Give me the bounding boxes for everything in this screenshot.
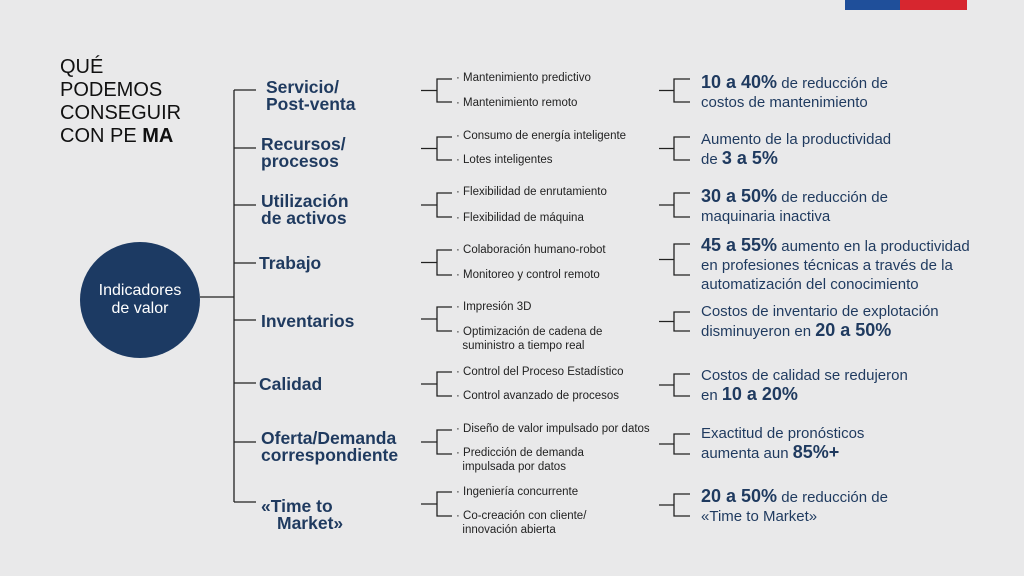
list-item: innovación abierta: [456, 524, 556, 536]
headline-last-bold: MA: [142, 125, 174, 147]
result-text: en profesiones técnicas a través de la: [701, 257, 953, 274]
result-text: de reducción de: [777, 75, 888, 92]
headline-line-1: QUÉ: [60, 56, 104, 78]
result-bracket: [659, 434, 690, 454]
result-oferta-demanda: [701, 424, 864, 463]
category-title-line-2: correspondiente: [261, 445, 399, 465]
result-highlight: 3 a 5%: [721, 148, 778, 168]
result-text: maquinaria inactiva: [701, 208, 831, 225]
list-item: · Flexibilidad de enrutamiento: [456, 186, 607, 198]
result-bracket: [659, 374, 690, 396]
result-bracket: [659, 79, 690, 102]
category-calidad: [259, 376, 322, 393]
category-utilizacion: [261, 193, 349, 227]
items-bracket: [421, 193, 452, 217]
list-item: · Control del Proceso Estadístico: [456, 366, 624, 378]
result-servicio: [701, 73, 888, 112]
result-bracket: [659, 312, 690, 331]
headline-last-prefix: CON PE: [60, 125, 143, 147]
items-bracket: [421, 372, 452, 396]
category-title-line-1: Oferta/Demanda: [261, 428, 397, 448]
list-item: · Colaboración humano-robot: [456, 244, 606, 256]
result-bracket: [659, 244, 690, 275]
list-item: · Monitoreo y control remoto: [456, 269, 600, 281]
result-text: Costos de calidad se redujeron: [701, 367, 908, 384]
category-inventarios: [261, 313, 354, 330]
result-text: de: [701, 151, 722, 168]
list-item: · Mantenimiento predictivo: [456, 72, 591, 84]
result-text: Costos de inventario de explotación: [701, 303, 939, 320]
result-text: en: [701, 387, 722, 404]
category-title-line-1: «Time to: [261, 496, 333, 516]
list-item: · Predicción de demanda: [456, 447, 584, 459]
category-trabajo: [259, 255, 321, 272]
category-title-line-2: procesos: [261, 151, 339, 171]
result-text: aumenta aun: [701, 445, 793, 462]
list-item: · Co-creación con cliente/: [456, 510, 587, 522]
result-text: de reducción de: [777, 189, 888, 206]
items-bracket: [421, 492, 452, 516]
list-item: impulsada por datos: [456, 461, 566, 473]
result-trabajo: [701, 236, 970, 294]
result-calidad: [701, 366, 908, 405]
items-bracket: [421, 307, 452, 331]
list-item: · Mantenimiento remoto: [456, 97, 578, 109]
list-item: · Lotes inteligentes: [456, 154, 553, 166]
list-item: · Optimización de cadena de: [456, 326, 603, 338]
list-item: · Diseño de valor impulsado por datos: [456, 423, 650, 435]
category-title-line-2: Market»: [277, 513, 344, 533]
list-item: · Ingeniería concurrente: [456, 486, 579, 498]
result-text: automatización del conocimiento: [701, 276, 919, 293]
category-title-line-1: Servicio/: [266, 77, 339, 97]
list-item: · Impresión 3D: [456, 301, 532, 313]
category-oferta-demanda: [261, 430, 398, 464]
result-bracket: [659, 137, 690, 160]
list-item: · Consumo de energía inteligente: [456, 130, 627, 142]
list-item: · Control avanzado de procesos: [456, 390, 620, 402]
result-text: de reducción de: [777, 489, 888, 506]
hub-line-1: Indicadores: [98, 282, 182, 299]
result-text: Exactitud de pronósticos: [701, 425, 865, 442]
result-highlight: 20 a 50%: [701, 486, 778, 506]
hub-line-2: de valor: [111, 300, 169, 317]
headline-line-3: CONSEGUIR: [60, 102, 182, 124]
result-highlight: 10 a 40%: [701, 72, 778, 92]
result-bracket: [659, 494, 690, 516]
result-inventarios: [701, 302, 939, 341]
result-text: «Time to Market»: [701, 508, 818, 525]
category-title-line-1: Trabajo: [259, 253, 322, 273]
result-bracket: [659, 193, 690, 217]
result-highlight: 20 a 50%: [815, 320, 892, 340]
items-bracket: [421, 430, 452, 454]
category-title-line-2: de activos: [261, 208, 347, 228]
category-time-to-market: [261, 498, 343, 532]
result-text: costos de mantenimiento: [701, 94, 868, 111]
category-recursos: [261, 136, 346, 170]
result-utilizacion: [701, 187, 888, 226]
list-item: suministro a tiempo real: [456, 340, 585, 352]
category-title-line-2: Post-venta: [266, 94, 356, 114]
result-highlight: 85%+: [792, 442, 840, 462]
category-servicio: [266, 79, 355, 113]
result-text: Aumento de la productividad: [701, 131, 892, 148]
category-title-line-1: Inventarios: [261, 311, 355, 331]
category-title-line-1: Utilización: [261, 191, 349, 211]
result-highlight: 10 a 20%: [721, 384, 798, 404]
headline-line-2: PODEMOS: [60, 79, 163, 101]
category-title-line-1: Calidad: [259, 374, 323, 394]
value-indicators-hub: [80, 242, 200, 358]
items-bracket: [421, 137, 452, 160]
items-bracket: [421, 250, 452, 275]
items-bracket: [421, 79, 452, 102]
result-highlight: 45 a 55%: [701, 235, 778, 255]
result-text: disminuyeron en: [701, 323, 816, 340]
result-text: aumento en la productividad: [777, 238, 970, 255]
result-recursos: [701, 130, 891, 169]
list-item: · Flexibilidad de máquina: [456, 212, 584, 224]
result-highlight: 30 a 50%: [701, 186, 778, 206]
result-time-to-market: [701, 487, 888, 526]
category-title-line-1: Recursos/: [261, 134, 346, 154]
